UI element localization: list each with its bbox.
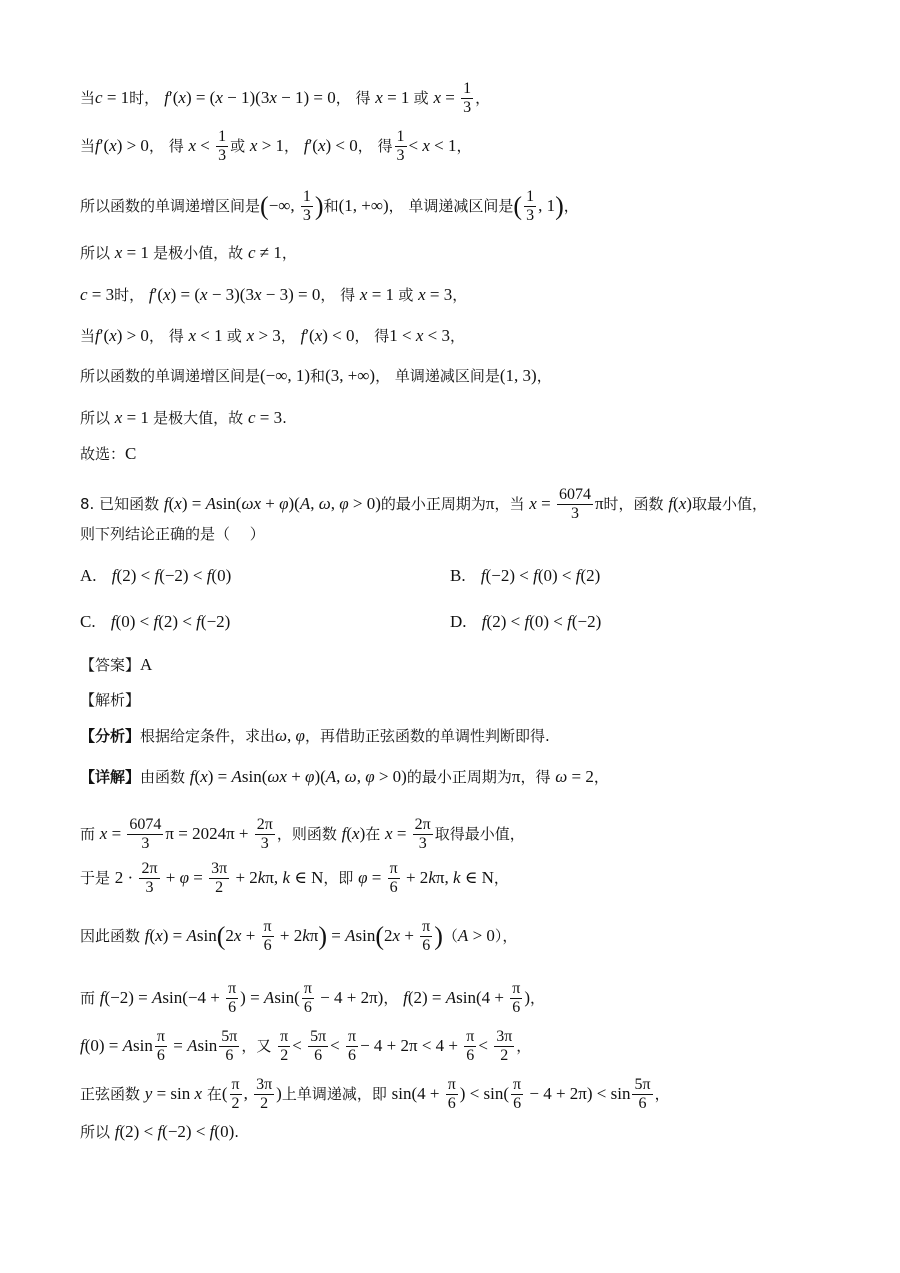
detail-line: 【详解】由函数 f(x) = Asin(ωx + φ)(A, ω, φ > 0)的最小正周期为π，得 ω = 2，	[80, 767, 609, 786]
detail-line: 因此函数 f(x) = Asin(2x + $\frac{\pi}{6}$ + 2kπ) = Asin(2x + $\frac{\pi}{6}$ )（A > 0），	[80, 918, 518, 954]
detail-line: 正弦函数 y = sin x 在( $\frac{\pi}{2}$ , $\frac{3\pi}{2}$ )上单调递减，即 sin(4 + $\frac{\pi}{6}$ ) < sin( $\frac{\pi}{6}$ − 4 + 2π) < sin $\frac{5\pi}{6}$ ，	[80, 1076, 670, 1112]
detail-line: 而 x = $\frac{6074}{3}$ π = 2024π + $\frac{2\pi}{3}$ ，则函数 f(x)在 x = $\frac{2\pi}{3}$ 取得最小值，	[80, 816, 525, 852]
option-d: D. f(2) < f(0) < f(−2)	[450, 612, 602, 631]
detail-line: 所以 f(2) < f(−2) < f(0).	[80, 1122, 240, 1141]
analysis-summary: 【分析】根据给定条件，求出ω, φ，再借助正弦函数的单调性判断即得.	[80, 726, 550, 745]
detail-line: f(0) = Asin $\frac{\pi}{6}$ = Asin $\frac{5\pi}{6}$ ，又 $\frac{\pi}{2}$ < $\frac{5\pi}{6}$ < $\frac{\pi}{6}$ − 4 + 2π < 4 + $\frac{\pi}{6}$ < $\frac{3\pi}{2}$ ，	[80, 1028, 532, 1064]
option-c: C. f(0) < f(2) < f(−2)	[80, 612, 231, 631]
solution-line: 当f′(x) > 0， 得 x < 1 或 x > 3， f′(x) < 0， 得1 < x < 3，	[80, 326, 466, 345]
analysis-heading: 【解析】	[80, 691, 141, 709]
solution-line: 所以 x = 1 是极小值，故 c ≠ 1，	[80, 243, 297, 262]
answer-heading: 【答案】A	[80, 655, 153, 674]
solution-line: c = 3时， f′(x) = (x − 3)(3x − 3) = 0， 得 x = 1 或 x = 3，	[80, 285, 468, 304]
solution-line: 所以函数的单调递增区间是(−∞, 1)和(3, +∞)， 单调递减区间是(1, 3)，	[80, 366, 552, 385]
question-8-stem: 8. 已知函数 f(x) = Asin(ωx + φ)(A, ω, φ > 0)的最小正周期为π，当 x = $\frac{6074}{3}$ π时，函数 f(x)取最小值，	[80, 486, 767, 522]
detail-line: 而 f(−2) = Asin(−4 + $\frac{\pi}{6}$ ) = Asin( $\frac{\pi}{6}$ − 4 + 2π)， f(2) = Asin(4 + $\frac{\pi}{6}$ )，	[80, 980, 545, 1016]
option-a: A. f(2) < f(−2) < f(0)	[80, 566, 232, 585]
solution-line: 所以函数的单调递增区间是(−∞, $\frac{1}{3}$ )和(1, +∞)， 单调递减区间是( $\frac{1}{3}$ , 1)，	[80, 188, 579, 224]
solution-line: 当c = 1时， f′(x) = (x − 1)(3x − 1) = 0， 得 x = 1 或 x = $\frac{1}{3}$ ，	[80, 80, 491, 116]
question-8-stem-cont: 则下列结论正确的是（ ）	[80, 525, 265, 543]
option-b: B. f(−2) < f(0) < f(2)	[450, 566, 601, 585]
solution-line: 当f′(x) > 0， 得 x < $\frac{1}{3}$ 或 x > 1， f′(x) < 0， 得 $\frac{1}{3}$ < x < 1，	[80, 128, 472, 164]
detail-line: 于是 2 · $\frac{2\pi}{3}$ + φ = $\frac{3\pi}{2}$ + 2kπ, k ∈ N，即 φ = $\frac{\pi}{6}$ + 2kπ, k ∈ N，	[80, 860, 509, 896]
answer-choice: 故选：C	[80, 444, 137, 463]
solution-line: 所以 x = 1 是极大值，故 c = 3.	[80, 408, 287, 427]
